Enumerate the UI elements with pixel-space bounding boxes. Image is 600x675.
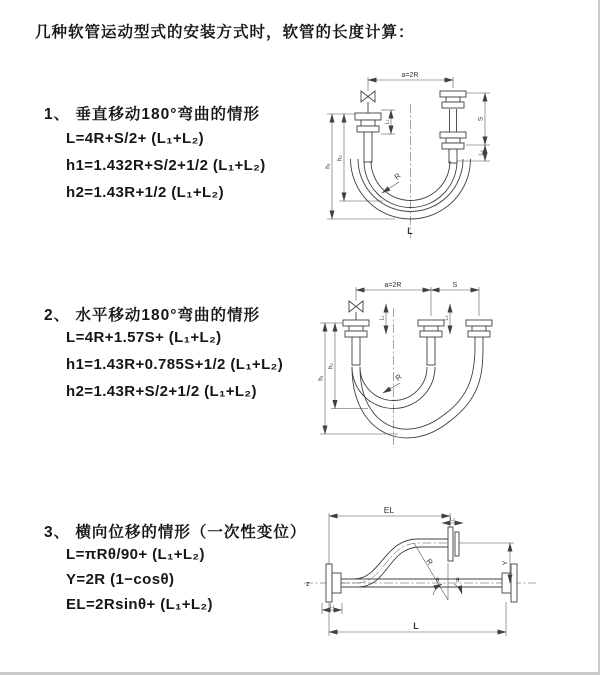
diagram-lateral-displacement xyxy=(296,503,581,653)
flange-left xyxy=(343,320,369,337)
dim-label-h2: h₂ xyxy=(337,155,344,161)
flange-right-upper xyxy=(448,527,459,561)
dim-label-l: L xyxy=(407,226,413,236)
formula: EL=2Rsinθ+ (L₁+L₂) xyxy=(66,596,213,613)
dim-label-l: L xyxy=(413,621,419,631)
radius-callout xyxy=(382,171,403,193)
dim-label-l2: L₂ xyxy=(443,315,450,321)
axis-mark: z xyxy=(306,581,310,588)
formula: L=4R+1.57S+ (L₁+L₂) xyxy=(66,329,222,346)
angle-label-theta: θ xyxy=(456,578,460,584)
formula: h1=1.432R+S/2+1/2 (L₁+L₂) xyxy=(66,157,266,174)
right-flange-lower xyxy=(440,132,466,149)
flange-middle xyxy=(418,320,444,337)
dim-l1 xyxy=(380,304,387,334)
formula: L=πRθ/90+ (L₁+L₂) xyxy=(66,546,205,563)
formula: Y=2R (1−cosθ) xyxy=(66,571,175,588)
braided-hoses xyxy=(352,337,483,365)
dim-label-y: Y xyxy=(502,560,510,566)
dim-label-s: S xyxy=(477,116,485,122)
dim-label-h1: h₁ xyxy=(318,375,325,381)
dim-label-a2r: a=2R xyxy=(384,282,402,289)
formula: h1=1.43R+0.785S+1/2 (L₁+L₂) xyxy=(66,356,284,373)
braided-hose-left xyxy=(364,132,372,162)
dim-el xyxy=(329,505,450,564)
diagram-vertical-180-bend xyxy=(303,66,528,251)
dim-l1 xyxy=(322,603,342,614)
dim-a2r xyxy=(368,72,453,91)
dim-label-r: R xyxy=(393,372,404,383)
valve-icon xyxy=(349,301,363,320)
dim-label-h1: h₁ xyxy=(325,163,332,169)
dim-a2r-s xyxy=(356,282,479,316)
formula: L=4R+S/2+ (L₁+L₂) xyxy=(66,130,205,147)
formula: h2=1.43R+S/2+1/2 (L₁+L₂) xyxy=(66,383,257,400)
dim-l xyxy=(329,602,506,636)
section-1-heading: 1、 垂直移动180°弯曲的情形 xyxy=(44,106,260,123)
dim-label-r: R xyxy=(392,171,403,182)
right-flange-upper xyxy=(440,91,466,108)
dim-label-h2: h₂ xyxy=(328,363,335,369)
dim-label-r: R xyxy=(424,556,435,567)
left-flange xyxy=(355,113,381,132)
dim-label-l1: L₁ xyxy=(384,119,391,125)
dim-label-a2r: a=2R xyxy=(401,72,419,79)
dim-l2 xyxy=(444,304,451,334)
section-3-heading: 3、 横向位移的情形（一次性变位） xyxy=(44,524,307,541)
flange-left xyxy=(326,564,341,602)
right-pipe xyxy=(440,91,466,149)
dim-l2 xyxy=(442,517,463,524)
angle-label-theta: θ xyxy=(436,578,440,584)
valve-icon xyxy=(361,91,375,113)
formula: h2=1.43R+1/2 (L₁+L₂) xyxy=(66,184,225,201)
dim-label-l2: L₂ xyxy=(449,516,456,523)
dim-label-l1: L₁ xyxy=(329,603,335,610)
dim-label-el: EL xyxy=(383,505,395,515)
flange-right xyxy=(466,320,492,337)
dim-label-l1: L₁ xyxy=(379,315,386,321)
dim-label-l2: L₂ xyxy=(478,150,485,156)
braided-hose-right xyxy=(449,149,457,163)
dim-label-s: S xyxy=(452,282,458,289)
section-2-heading: 2、 水平移动180°弯曲的情形 xyxy=(44,307,260,324)
diagram-horizontal-180-bend xyxy=(298,276,543,461)
page-title: 几种软管运动型式的安装方式时，软管的长度计算： xyxy=(35,24,415,41)
flange-right-lower xyxy=(502,564,517,602)
dim-l1 xyxy=(381,110,395,134)
dim-h1-h2 xyxy=(319,323,399,434)
